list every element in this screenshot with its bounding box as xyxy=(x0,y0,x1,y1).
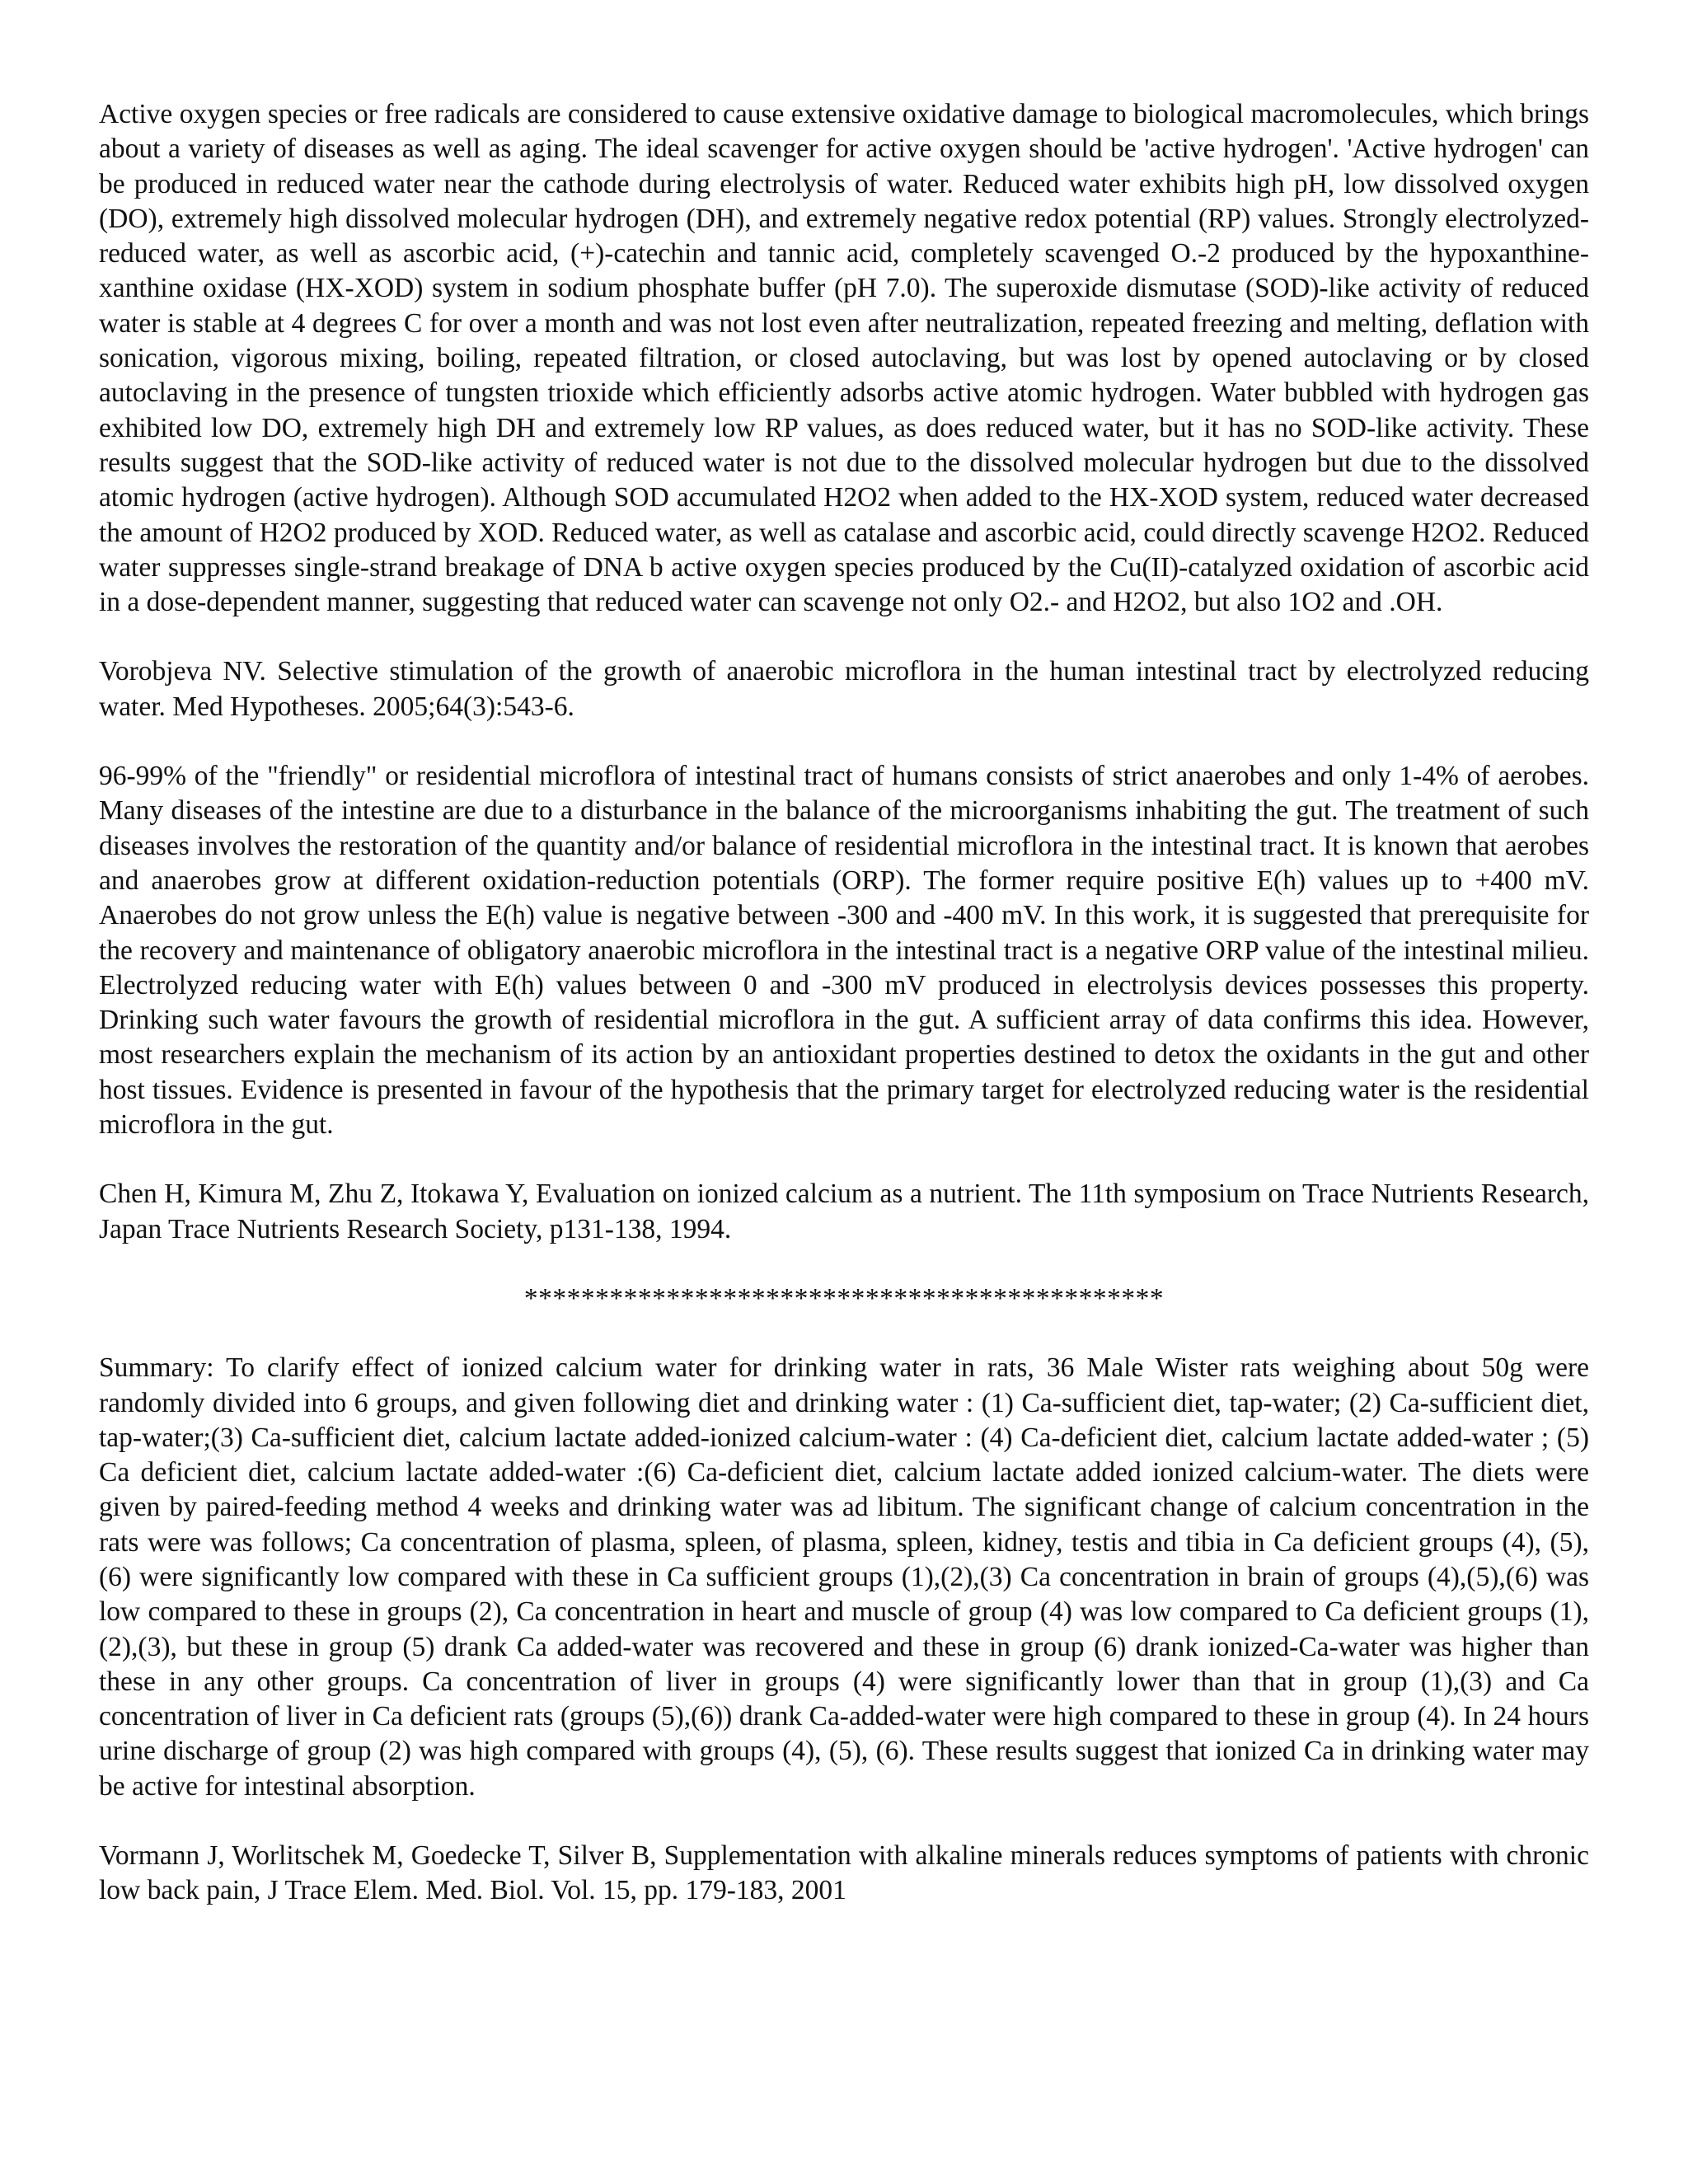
summary-ionized-calcium: Summary: To clarify effect of ionized calcium water for drinking water in rats, 36 Male Wister rats weighing about 50g were randomly divided into 6 groups, and given following diet and drinking water : (1) Ca-sufficient diet, tap-water; (2) Ca-sufficient diet, tap-water;(3) Ca-sufficient diet, calcium lactate added-ionized calcium-water : (4) Ca-deficient diet, calcium lactate added-water ; (5) Ca deficient diet, calcium lactate added-water :(6) Ca-deficient diet, calcium lactate added ionized calcium-water. The diets were given by paired-feeding method 4 weeks and drinking water was ad libitum. The significant change of calcium concentration in the rats were was follows; Ca concentration of plasma, spleen, of plasma, spleen, kidney, testis and tibia in Ca deficient groups (4), (5), (6) were significantly low compared with these in Ca sufficient groups (1),(2),(3) Ca concentration in brain of groups (4),(5),(6) was low compared to these in groups (2), Ca concentration in heart and muscle of group (4) was low compared to Ca deficient groups (1),(2),(3), but these in group (5) drank Ca added-water was recovered and these in group (6) drank ionized-Ca-water was higher than these in any other groups. Ca concentration of liver in groups (4) were significantly lower than that in group (1),(3) and Ca concentration of liver in Ca deficient rats (groups (5),(6)) drank Ca-added-water were high compared to these in group (4). In 24 hours urine discharge of group (2) was high compared with groups (4), (5), (6). These results suggest that ionized Ca in drinking water may be active for intestinal absorption. xyxy=(99,1352,1589,1802)
citation-vormann: Vormann J, Worlitschek M, Goedecke T, Silver B, Supplementation with alkaline minerals reduces symptoms of patients with chronic low back pain, J Trace Elem. Med. Biol. Vol. 15, pp. 179-183, 2001 xyxy=(99,1840,1589,1906)
citation-chen: Chen H, Kimura M, Zhu Z, Itokawa Y, Evaluation on ionized calcium as a nutrient. The 11th symposium on Trace Nutrients Research, Japan Trace Nutrients Research Society, p131-138, 1994. xyxy=(99,1179,1589,1244)
abstract-microflora: 96-99% of the "friendly" or residential microflora of intestinal tract of humans consists of strict anaerobes and only 1-4% of aerobes. Many diseases of the intestine are due to a disturbance in the balance of the microorganisms inhabiting the gut. The treatment of such diseases involves the restoration of the quantity and/or balance of residential microflora in the intestinal tract. It is known that aerobes and anaerobes grow at different oxidation-reduction potentials (ORP). The former require positive E(h) values up to +400 mV. Anaerobes do not grow unless the E(h) value is negative between -300 and -400 mV. In this work, it is suggested that prerequisite for the recovery and maintenance of obligatory anaerobic microflora in the intestinal tract is a negative ORP value of the intestinal milieu. Electrolyzed reducing water with E(h) values between 0 and -300 mV produced in electrolysis devices possesses this property. Drinking such water favours the growth of residential microflora in the gut. A sufficient array of data confirms this idea. However, most researchers explain the mechanism of its action by an antioxidant properties destined to detox the oxidants in the gut and other host tissues. Evidence is presented in favour of the hypothesis that the primary target for electrolyzed reducing water is the residential microflora in the gut. xyxy=(99,761,1589,1141)
abstract-active-hydrogen: Active oxygen species or free radicals are considered to cause extensive oxidative damage to biological macromolecules, which brings about a variety of diseases as well as aging. The ideal scavenger for active oxygen should be 'active hydrogen'. 'Active hydrogen' can be produced in reduced water near the cathode during electrolysis of water. Reduced water exhibits high pH, low dissolved oxygen (DO), extremely high dissolved molecular hydrogen (DH), and extremely negative redox potential (RP) values. Strongly electrolyzed-reduced water, as well as ascorbic acid, (+)-catechin and tannic acid, completely scavenged O.-2 produced by the hypoxanthine-xanthine oxidase (HX-XOD) system in sodium phosphate buffer (pH 7.0). The superoxide dismutase (SOD)-like activity of reduced water is stable at 4 degrees C for over a month and was not lost even after neutralization, repeated freezing and melting, deflation with sonication, vigorous mixing, boiling, repeated filtration, or closed autoclaving, but was lost by opened autoclaving or by closed autoclaving in the presence of tungsten trioxide which efficiently adsorbs active atomic hydrogen. Water bubbled with hydrogen gas exhibited low DO, extremely high DH and extremely low RP values, as does reduced water, but it has no SOD-like activity. These results suggest that the SOD-like activity of reduced water is not due to the dissolved molecular hydrogen but due to the dissolved atomic hydrogen (active hydrogen). Although SOD accumulated H2O2 when added to the HX-XOD system, reduced water decreased the amount of H2O2 produced by XOD. Reduced water, as well as catalase and ascorbic acid, could directly scavenge H2O2. Reduced water suppresses single-strand breakage of DNA b active oxygen species produced by the Cu(II)-catalyzed oxidation of ascorbic acid in a dose-dependent manner, suggesting that reduced water can scavenge not only O2.- and H2O2, but also 1O2 and .OH. xyxy=(99,99,1589,618)
asterisk-separator: ********************************************* xyxy=(523,1282,1165,1314)
citation-vorobjeva: Vorobjeva NV. Selective stimulation of the growth of anaerobic microflora in the human intestinal tract by electrolyzed reducing water. Med Hypotheses. 2005;64(3):543-6. xyxy=(99,656,1589,722)
document-page xyxy=(99,97,1589,1943)
